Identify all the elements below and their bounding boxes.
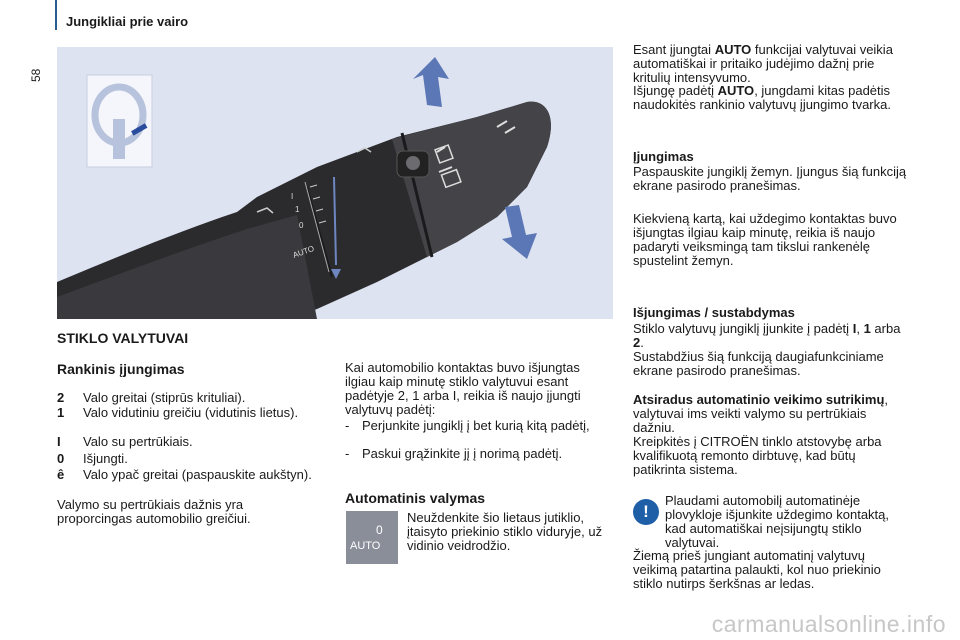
speed-key-symbol: ê <box>57 467 65 482</box>
auto-off-paragraph <box>633 84 908 112</box>
manual-heading: Rankinis įjungimas <box>57 361 185 377</box>
deactivation-heading: Išjungimas / sustabdymas <box>633 305 795 320</box>
service-text: Kreipkitės į CITROËN tinklo atstovybę arba kvalifikuotą remonto dirbtuvę, kad būtų patikrinta sistema. <box>633 434 882 477</box>
auto-keyword: AUTO <box>714 42 752 57</box>
wiper-lever-drawing <box>57 47 613 319</box>
speed-desc: Išjungti. <box>83 451 128 466</box>
reset-step-text: Paskui grąžinkite jį į norimą padėtį. <box>362 446 563 461</box>
lever-label-one-roman: I <box>291 192 294 201</box>
text: arba <box>874 321 901 336</box>
position-key: 2 <box>633 335 641 350</box>
lever-label-auto: AUTO <box>291 243 316 260</box>
watermark: carmanualsonline.info <box>711 611 946 637</box>
page-number: 58 <box>29 68 43 82</box>
speed-desc: Valo greitai (stiprūs krituliai). <box>83 390 246 405</box>
wiper-lever-illustration <box>57 47 613 319</box>
auto-position-icon <box>346 511 398 564</box>
dash: - <box>345 446 350 461</box>
manual-note: Valymo su pertrūkiais dažnis yra proporcingas automobilio greičiui. <box>57 497 251 526</box>
lever-label-one: 1 <box>295 205 300 214</box>
winter-text: Žiemą prieš jungiant automatinį valytuvų veikimą patartina palaukti, kol nuo priekinio stiklo nutirps šerkšnas ar ledas. <box>633 548 881 591</box>
speed-desc: Valo su pertrūkiais. <box>83 434 193 449</box>
speed-desc: Valo ypač greitai (paspauskite aukštyn). <box>83 467 312 482</box>
header-accent-bar <box>55 0 57 30</box>
text: Išjungę padėtį <box>633 83 714 98</box>
activation-text: Paspauskite jungiklį žemyn. Įjungus šią funkciją ekrane pasirodo pranešimas. <box>633 164 907 193</box>
position-key: I <box>852 321 857 336</box>
warning-symbol: ! <box>643 502 649 521</box>
speed-desc: Valo vidutiniu greičiu (vidutinis lietus). <box>83 405 299 420</box>
text: , <box>856 321 860 336</box>
auto-on-paragraph <box>633 43 908 85</box>
deactivation-text <box>633 322 908 350</box>
restart-text: Kiekvieną kartą, kai uždegimo kontaktas buvo išjungtas ilgiau kaip minutę, reikia iš naujo padaryti veiksmingą tam tikslui rankenėlę spustelint žemyn. <box>633 211 897 268</box>
page-header-title: Jungikliai prie vairo <box>66 14 189 29</box>
text: Stiklo valytuvų jungiklį įjunkite į padėtį <box>633 321 850 336</box>
text: , jungdami kitas padėtis naudokitės rankinio valytuvų įjungimo tvarka. <box>633 83 891 112</box>
speed-key: 2 <box>57 390 65 405</box>
deactivation-message: Sustabdžius šią funkciją daugiafunkciniame ekrane pasirodo pranešimas. <box>633 349 884 378</box>
position-key: 1 <box>863 321 871 336</box>
warning-text: Plaudami automobilį automatinėje plovykloje išjunkite uždegimo kontaktą, kad automatiškai neįsijungtų stiklo valytuvai. <box>665 493 890 550</box>
speed-key: 1 <box>57 405 65 420</box>
fault-bold: Atsiradus automatinio veikimo sutrikimų <box>633 392 885 407</box>
activation-heading: Įjungimas <box>633 149 694 164</box>
sensor-note: Neuždenkite šio lietaus jutiklio, įtaisyto priekinio stiklo viduryje, už vidinio veidrodžio. <box>407 510 603 553</box>
arrow-down-icon <box>502 205 537 259</box>
dash: - <box>345 418 350 433</box>
text: funkcijai valytuvai veikia automatiškai ir pritaiko judėjimo dažnį prie kritulių intensyvumo. <box>633 42 893 85</box>
lever-label-zero: 0 <box>299 221 304 230</box>
warning-icon <box>633 499 659 525</box>
text: , valytuvai ims veikti valymo su pertrūkiais dažniu. <box>633 392 889 435</box>
fault-paragraph <box>633 393 908 435</box>
speed-key: 0 <box>57 451 65 466</box>
section-title: STIKLO VALYTUVAI <box>57 330 189 346</box>
reset-intro: Kai automobilio kontaktas buvo išjungtas ilgiau kaip minutę stiklo valytuvui esant padėtyje 2, 1 arba I, reikia iš naujo įjungti valytuvų padėtį: <box>345 360 581 417</box>
text: . <box>640 335 644 350</box>
auto-icon-label: AUTO <box>350 540 381 552</box>
text: Esant įjungtai <box>633 42 712 57</box>
speed-key: I <box>57 434 61 449</box>
arrow-up-icon <box>413 57 449 107</box>
auto-keyword: AUTO <box>717 83 755 98</box>
auto-icon-zero: 0 <box>376 523 383 537</box>
auto-heading: Automatinis valymas <box>345 490 486 506</box>
steering-wheel-thumbnail <box>87 75 152 167</box>
reset-step-text: Perjunkite jungiklį į bet kurią kitą padėtį, <box>362 418 590 433</box>
